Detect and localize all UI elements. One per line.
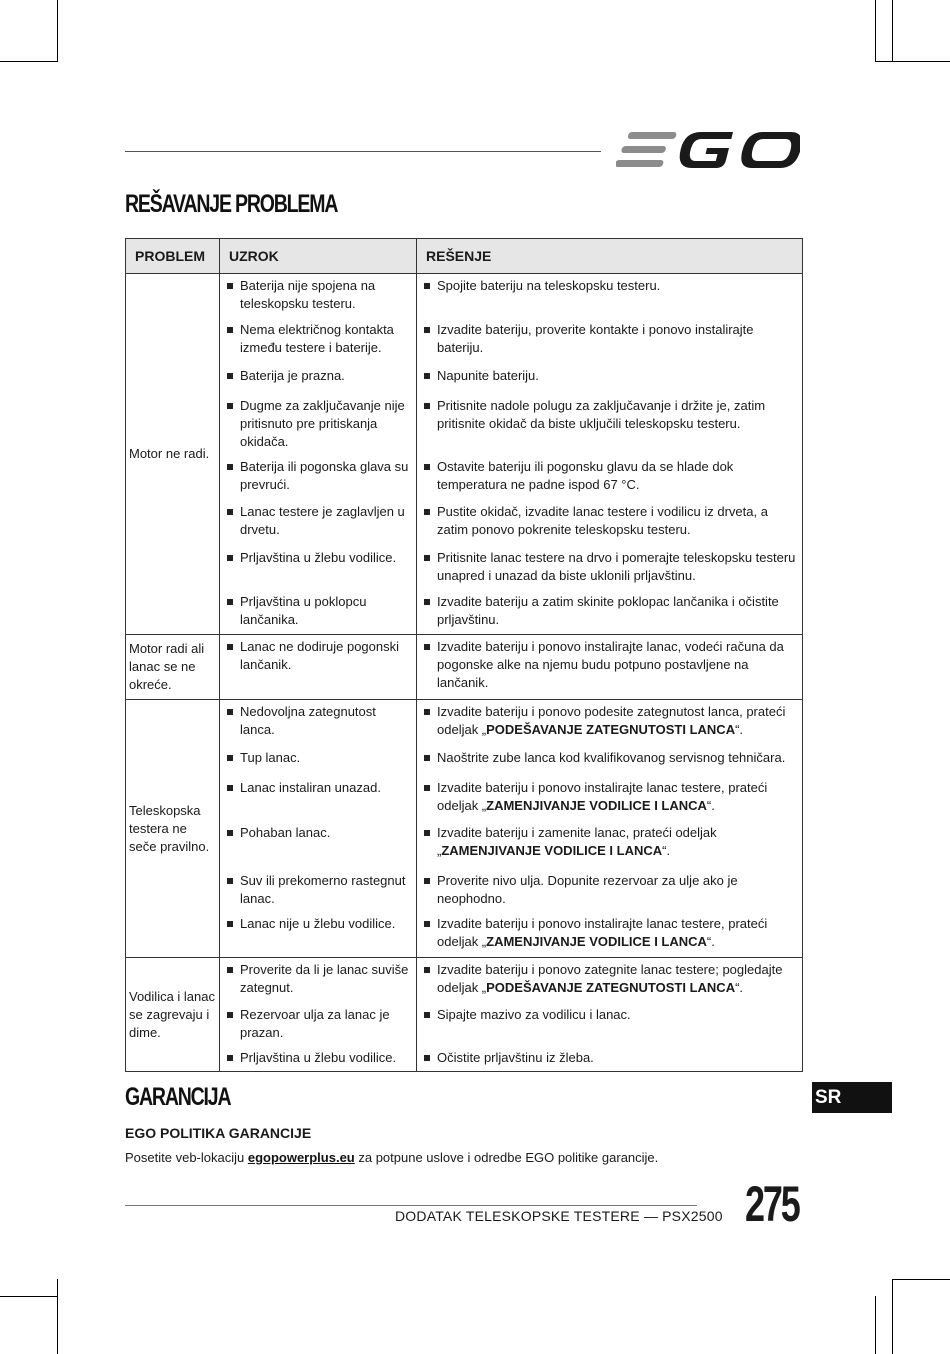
- footer-text: DODATAK TELESKOPSKE TESTERE — PSX2500: [395, 1208, 723, 1224]
- solution-item: [424, 549, 798, 585]
- troubleshooting-table: [125, 238, 803, 1072]
- crop-mark: [0, 1296, 58, 1297]
- cause-item: [227, 638, 412, 674]
- bullet-icon: [424, 373, 430, 379]
- cause-item: [227, 703, 412, 739]
- bullet-icon: [227, 967, 233, 973]
- bullet-icon: [227, 1012, 233, 1018]
- table-row: [126, 635, 803, 700]
- cause-text: Tup lanac.: [240, 750, 301, 765]
- bullet-icon: [424, 755, 430, 761]
- table-row: [126, 912, 803, 958]
- solution-item: [424, 367, 798, 385]
- bullet-icon: [227, 644, 233, 650]
- table-row: [126, 958, 803, 1004]
- table-row: [126, 1046, 803, 1072]
- cause-cell: [220, 776, 417, 821]
- problem-cell: Motor ne radi.: [126, 274, 220, 635]
- table-row: [126, 869, 803, 912]
- table-row: [126, 746, 803, 776]
- solution-text: [437, 824, 798, 860]
- bullet-icon: [227, 403, 233, 409]
- bullet-icon: [227, 283, 233, 289]
- cause-cell: [220, 746, 417, 776]
- bullet-icon: [424, 403, 430, 409]
- solution-cell: [417, 274, 803, 319]
- solution-text-main: Napunite bateriju.: [437, 368, 539, 383]
- cause-text: Rezervoar ulja za lanac je prazan.: [240, 1007, 390, 1040]
- solution-text-main: Naoštrite zube lanca kod kvalifikovanog servisnog tehničara.: [437, 750, 786, 765]
- solution-cell: [417, 776, 803, 821]
- cause-cell: [220, 635, 417, 700]
- cause-item: [227, 961, 412, 997]
- table-row: [126, 821, 803, 869]
- crop-mark: [892, 1279, 893, 1354]
- cause-item: [227, 749, 412, 767]
- cause-text: Lanac testere je zaglavljen u drvetu.: [240, 504, 405, 537]
- solution-item: [424, 872, 798, 908]
- cause-text: Suv ili prekomerno rastegnut lanac.: [240, 873, 406, 906]
- table-header-row: [126, 239, 803, 274]
- cause-text: Nema električnog kontakta između testere i baterije.: [240, 322, 394, 355]
- solution-item: [424, 458, 798, 494]
- solution-text-main: Izvadite bateriju i ponovo instalirajte lanac testere, prateći odeljak „: [437, 916, 768, 949]
- bullet-icon: [227, 555, 233, 561]
- cause-item: [227, 872, 412, 908]
- bullet-icon: [424, 967, 430, 973]
- table-row: [126, 546, 803, 590]
- crop-mark: [875, 61, 950, 62]
- table-row: [126, 274, 803, 319]
- solution-text: [437, 367, 798, 385]
- bullet-icon: [424, 599, 430, 605]
- cause-cell: [220, 1003, 417, 1046]
- solution-item: [424, 593, 798, 629]
- solution-item: [424, 1006, 798, 1024]
- cause-cell: [220, 274, 417, 319]
- solution-cell: [417, 958, 803, 1004]
- solution-text-reference: ZAMENJIVANJE VODILICE I LANCA: [441, 843, 663, 858]
- cause-item: [227, 779, 412, 797]
- bullet-icon: [424, 878, 430, 884]
- solution-text-end: “.: [706, 934, 715, 949]
- cause-item: [227, 321, 412, 357]
- warranty-text-after: za potpune uslove i odredbe EGO politike garancije.: [354, 1150, 659, 1165]
- table-row: [126, 1003, 803, 1046]
- problem-cell: Vodilica i lanac se zagrevaju i dime.: [126, 958, 220, 1072]
- solution-item: [424, 503, 798, 539]
- solution-text-main: Sipajte mazivo za vodilicu i lanac.: [437, 1007, 631, 1022]
- bullet-icon: [227, 373, 233, 379]
- bullet-icon: [227, 599, 233, 605]
- solution-text-main: Ostavite bateriju ili pogonsku glavu da se hlade dok temperatura ne padne ispod 67 °C.: [437, 459, 734, 492]
- problem-cell: Motor radi ali lanac se ne okreće.: [126, 635, 220, 700]
- cause-item: [227, 458, 412, 494]
- cause-item: [227, 915, 412, 933]
- table-row: [126, 590, 803, 635]
- bullet-icon: [227, 878, 233, 884]
- table-row: [126, 364, 803, 394]
- solution-text-main: Pritisnite nadole polugu za zaključavanje i držite je, zatim pritisnite okidač da biste uključili teleskopsku testeru.: [437, 398, 766, 431]
- header-cause: UZROK: [220, 239, 417, 274]
- solution-text-main: Izvadite bateriju i ponovo podesite zategnutost lanca, prateći odeljak „: [437, 704, 786, 737]
- cause-text: Lanac instaliran unazad.: [240, 780, 381, 795]
- ego-logo: [616, 128, 800, 172]
- bullet-icon: [227, 464, 233, 470]
- cause-text: Dugme za zaključavanje nije pritisnuto pre pritiskanja okidača.: [240, 398, 405, 449]
- cause-cell: [220, 912, 417, 958]
- solution-text-end: “.: [735, 980, 744, 995]
- cause-text: Baterija nije spojena na teleskopsku testeru.: [240, 278, 376, 311]
- solution-text-main: Izvadite bateriju i ponovo instalirajte lanac testere, prateći odeljak „: [437, 780, 768, 813]
- solution-cell: [417, 318, 803, 364]
- bullet-icon: [424, 283, 430, 289]
- cause-item: [227, 824, 412, 842]
- solution-text: [437, 549, 798, 585]
- cause-text: Prljavština u žlebu vodilice.: [240, 1050, 397, 1065]
- bullet-icon: [424, 921, 430, 927]
- cause-item: [227, 367, 412, 385]
- solution-text: [437, 779, 798, 815]
- solution-cell: [417, 394, 803, 455]
- solution-text-main: Izvadite bateriju a zatim skinite poklopac lančanika i očistite prljavštinu.: [437, 594, 779, 627]
- solution-cell: [417, 821, 803, 869]
- cause-cell: [220, 455, 417, 500]
- cause-cell: [220, 364, 417, 394]
- solution-item: [424, 1049, 798, 1067]
- solution-text: [437, 277, 798, 295]
- solution-text-main: Spojite bateriju na teleskopsku testeru.: [437, 278, 661, 293]
- solution-text-main: Izvadite bateriju, proverite kontakte i ponovo instalirajte bateriju.: [437, 322, 754, 355]
- bullet-icon: [424, 709, 430, 715]
- bullet-icon: [424, 1012, 430, 1018]
- table-row: [126, 455, 803, 500]
- crop-mark: [875, 0, 876, 62]
- solution-cell: [417, 635, 803, 700]
- bullet-icon: [424, 1055, 430, 1061]
- cause-cell: [220, 700, 417, 747]
- cause-cell: [220, 500, 417, 546]
- solution-text: [437, 503, 798, 539]
- solution-text-main: Pustite okidač, izvadite lanac testere i vodilicu iz drveta, a zatim ponovo pokrenite teleskopsku testeru.: [437, 504, 768, 537]
- crop-mark: [892, 1279, 950, 1280]
- solution-text-reference: PODEŠAVANJE ZATEGNUTOSTI LANCA: [486, 980, 736, 995]
- crop-mark: [57, 0, 58, 62]
- table-row: [126, 318, 803, 364]
- crop-mark: [0, 61, 58, 62]
- cause-text: Baterija ili pogonska glava su prevrući.: [240, 459, 409, 492]
- warranty-text: [125, 1150, 658, 1165]
- solution-text: [437, 593, 798, 629]
- cause-text: Proverite da li je lanac suviše zategnut.: [240, 962, 409, 995]
- solution-item: [424, 749, 798, 767]
- solution-text-end: “.: [706, 798, 715, 813]
- cause-text: Lanac ne dodiruje pogonski lančanik.: [240, 639, 400, 672]
- solution-cell: [417, 1003, 803, 1046]
- solution-text: [437, 1049, 798, 1067]
- bullet-icon: [227, 921, 233, 927]
- solution-text: [437, 749, 798, 767]
- solution-cell: [417, 546, 803, 590]
- solution-text: [437, 872, 798, 908]
- cause-item: [227, 1006, 412, 1042]
- footer-rule: [125, 1205, 697, 1206]
- solution-text: [437, 961, 798, 997]
- solution-item: [424, 779, 798, 815]
- bullet-icon: [227, 785, 233, 791]
- cause-item: [227, 397, 412, 451]
- solution-text-reference: ZAMENJIVANJE VODILICE I LANCA: [486, 798, 707, 813]
- header-rule: [125, 151, 601, 152]
- crop-mark: [57, 1279, 58, 1354]
- solution-text: [437, 458, 798, 494]
- bullet-icon: [424, 327, 430, 333]
- solution-item: [424, 961, 798, 997]
- bullet-icon: [227, 709, 233, 715]
- cause-item: [227, 503, 412, 539]
- cause-item: [227, 593, 412, 629]
- bullet-icon: [424, 785, 430, 791]
- solution-text-main: Izvadite bateriju i ponovo instalirajte lanac, vodeći računa da pogonske alke na njemu budu potpuno postavljene na lančanik.: [437, 639, 784, 690]
- bullet-icon: [424, 509, 430, 515]
- cause-cell: [220, 821, 417, 869]
- cause-cell: [220, 869, 417, 912]
- language-tab: SR: [812, 1082, 892, 1113]
- table-row: [126, 500, 803, 546]
- bullet-icon: [424, 644, 430, 650]
- bullet-icon: [227, 509, 233, 515]
- solution-text-reference: ZAMENJIVANJE VODILICE I LANCA: [486, 934, 707, 949]
- solution-text: [437, 397, 798, 433]
- solution-cell: [417, 746, 803, 776]
- solution-text: [437, 321, 798, 357]
- cause-cell: [220, 1046, 417, 1072]
- cause-cell: [220, 546, 417, 590]
- solution-item: [424, 277, 798, 295]
- solution-cell: [417, 590, 803, 635]
- warranty-link[interactable]: egopowerplus.eu: [247, 1150, 355, 1165]
- warranty-subtitle: EGO POLITIKA GARANCIJE: [125, 1125, 312, 1141]
- solution-item: [424, 397, 798, 433]
- bullet-icon: [424, 464, 430, 470]
- solution-cell: [417, 500, 803, 546]
- solution-text: [437, 703, 798, 739]
- solution-text: [437, 915, 798, 951]
- section-title-troubleshooting: REŠAVANJE PROBLEMA: [125, 190, 338, 218]
- solution-item: [424, 321, 798, 357]
- bullet-icon: [227, 830, 233, 836]
- solution-cell: [417, 455, 803, 500]
- solution-cell: [417, 912, 803, 958]
- solution-cell: [417, 1046, 803, 1072]
- solution-cell: [417, 700, 803, 747]
- solution-text-end: “.: [662, 843, 671, 858]
- solution-text-main: Pritisnite lanac testere na drvo i pomerajte teleskopsku testeru unapred i unazad da biste uklonili prljavštinu.: [437, 550, 796, 583]
- solution-text-reference: PODEŠAVANJE ZATEGNUTOSTI LANCA: [486, 722, 736, 737]
- solution-cell: [417, 364, 803, 394]
- cause-cell: [220, 590, 417, 635]
- cause-text: Nedovoljna zategnutost lanca.: [240, 704, 376, 737]
- problem-cell: Teleskopska testera ne seče pravilno.: [126, 700, 220, 958]
- solution-text: [437, 638, 798, 692]
- section-title-warranty: GARANCIJA: [125, 1083, 231, 1111]
- cause-cell: [220, 394, 417, 455]
- cause-text: Pohaban lanac.: [240, 825, 331, 840]
- cause-text: Prljavština u žlebu vodilice.: [240, 550, 397, 565]
- cause-item: [227, 277, 412, 313]
- cause-text: Baterija je prazna.: [240, 368, 345, 383]
- solution-text-main: Očistite prljavštinu iz žleba.: [437, 1050, 594, 1065]
- cause-item: [227, 1049, 412, 1067]
- solution-text-main: Proverite nivo ulja. Dopunite rezervoar za ulje ako je neophodno.: [437, 873, 738, 906]
- table-row: [126, 776, 803, 821]
- bullet-icon: [227, 1055, 233, 1061]
- bullet-icon: [227, 755, 233, 761]
- warranty-text-before: Posetite veb-lokaciju: [125, 1150, 248, 1165]
- solution-item: [424, 824, 798, 860]
- header-problem: PROBLEM: [126, 239, 220, 274]
- cause-cell: [220, 958, 417, 1004]
- bullet-icon: [424, 555, 430, 561]
- bullet-icon: [227, 327, 233, 333]
- solution-text-end: “.: [735, 722, 744, 737]
- crop-mark: [892, 0, 893, 62]
- cause-item: [227, 549, 412, 567]
- crop-mark: [875, 1296, 876, 1354]
- header-solution: REŠENJE: [417, 239, 803, 274]
- solution-text-main: Izvadite bateriju i zamenite lanac, prateći odeljak „: [437, 825, 717, 858]
- solution-text: [437, 1006, 798, 1024]
- table-row: [126, 700, 803, 747]
- cause-cell: [220, 318, 417, 364]
- table-row: [126, 394, 803, 455]
- bullet-icon: [424, 830, 430, 836]
- page-number: 275: [745, 1176, 799, 1232]
- solution-item: [424, 638, 798, 692]
- solution-cell: [417, 869, 803, 912]
- solution-text-main: Izvadite bateriju i ponovo zategnite lanac testere; pogledajte odeljak „: [437, 962, 783, 995]
- solution-item: [424, 703, 798, 739]
- solution-item: [424, 915, 798, 951]
- cause-text: Prljavština u poklopcu lančanika.: [240, 594, 367, 627]
- cause-text: Lanac nije u žlebu vodilice.: [240, 916, 396, 931]
